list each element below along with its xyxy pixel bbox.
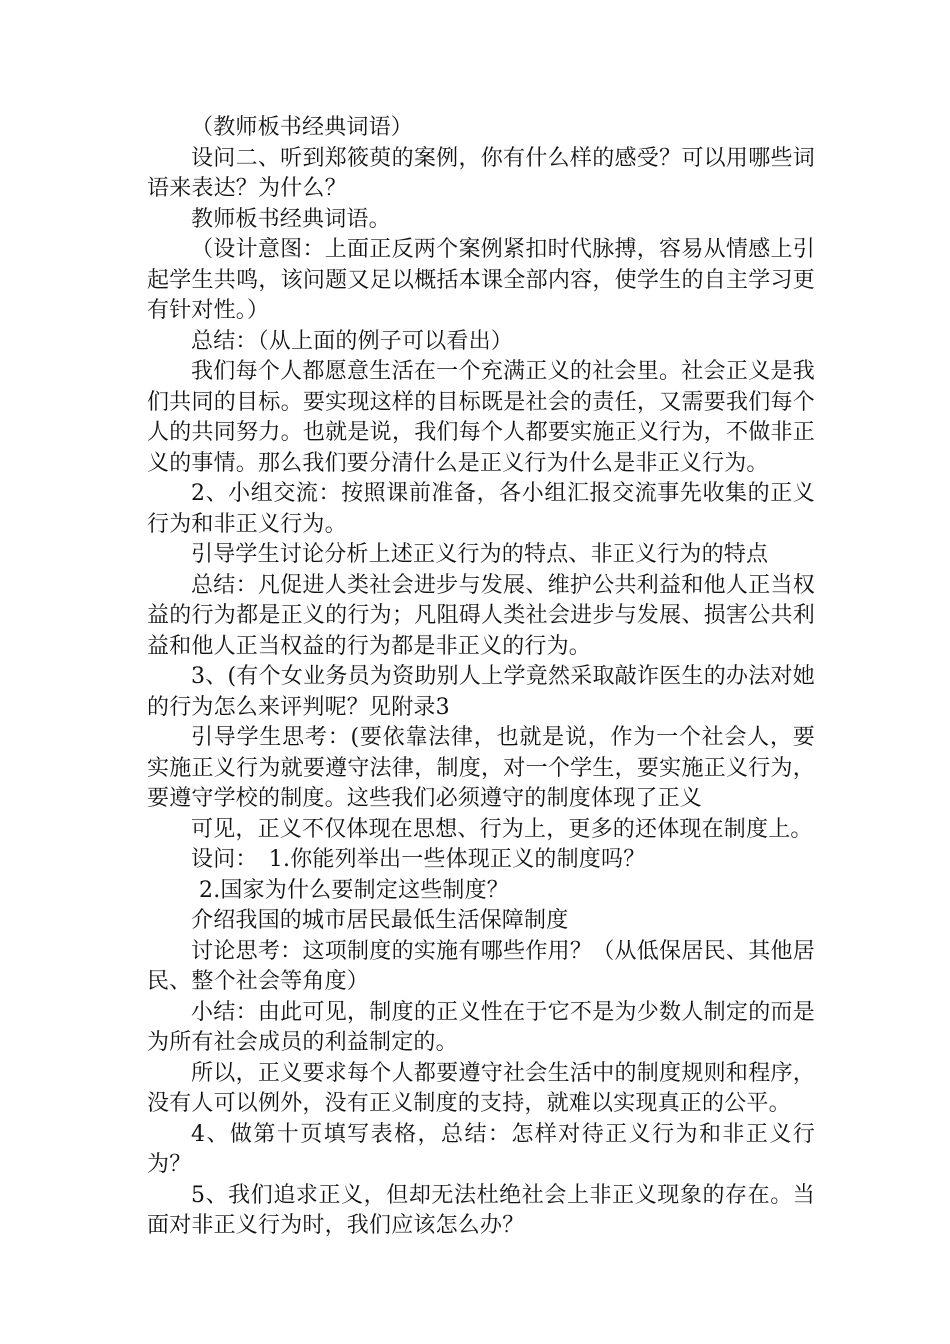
paragraph: 3、(有个女业务员为资助别人上学竟然采取敲诈医生的办法对她的行为怎么来评判呢？见附录3 xyxy=(147,664,815,720)
paragraph: 总结：凡促进人类社会进步与发展、维护公共利益和他人正当权益的行为都是正义的行为；凡阻碍人类社会进步与发展、损害公共利益和他人正当权益的行为都是非正义的行为。 xyxy=(147,572,815,659)
paragraph: 设问二、听到郑筱萸的案例，你有什么样的感受？可以用哪些词语来表达？为什么？ xyxy=(147,145,815,201)
paragraph: 引导学生思考：(要依靠法律，也就是说，作为一个社会人，要实施正义行为就要遵守法律，制度，对一个学生，要实施正义行为，要遵守学校的制度。这些我们必须遵守的制度体现了正义 xyxy=(147,725,815,811)
paragraph: （设计意图：上面正反两个案例紧扣时代脉搏，容易从情感上引起学生共鸣，该问题又足以概括本课全部内容，使学生的自主学习更有针对性。） xyxy=(147,237,815,323)
paragraph: 5、我们追求正义，但却无法杜绝社会上非正义现象的存在。当面对非正义行为时，我们应该怎么办？ xyxy=(147,1182,815,1238)
paragraph: 4、做第十页填写表格，总结：怎样对待正义行为和非正义行为？ xyxy=(147,1121,815,1177)
paragraph: 讨论思考：这项制度的实施有哪些作用？（从低保居民、其他居民、整个社会等角度） xyxy=(147,938,815,994)
paragraph: 所以，正义要求每个人都要遵守社会生活中的制度规则和程序，没有人可以例外，没有正义制度的支持，就难以实现真正的公平。 xyxy=(147,1060,815,1116)
document-body xyxy=(147,113,815,1242)
paragraph: 设问： 1.你能列举出一些体现正义的制度吗？ xyxy=(191,847,646,872)
paragraph: 2.国家为什么要制定这些制度？ xyxy=(199,877,509,903)
paragraph: 教师板书经典词语。 xyxy=(191,206,391,232)
paragraph: （教师板书经典词语） xyxy=(191,115,414,140)
paragraph: 我们每个人都愿意生活在一个充满正义的社会里。社会正义是我们共同的目标。要实现这样的目标既是社会的责任，又需要我们每个人的共同努力。也就是说，我们每个人都要实施正义行为，不做非正义的事情。那么我们要分清什么是正义行为什么是非正义行为。 xyxy=(147,359,815,476)
paragraph: 可见，正义不仅体现在思想、行为上，更多的还体现在制度上。 xyxy=(191,816,813,842)
paragraph: 介绍我国的城市居民最低生活保障制度 xyxy=(191,908,569,933)
paragraph: 引导学生讨论分析上述正义行为的特点、非正义行为的特点 xyxy=(191,542,769,567)
paragraph: 小结：由此可见，制度的正义性在于它不是为少数人制定的而是为所有社会成员的利益制定的。 xyxy=(147,999,815,1055)
paragraph: 总结：（从上面的例子可以看出） xyxy=(191,328,514,354)
paragraph: 2、小组交流：按照课前准备，各小组汇报交流事先收集的正义行为和非正义行为。 xyxy=(147,481,815,537)
